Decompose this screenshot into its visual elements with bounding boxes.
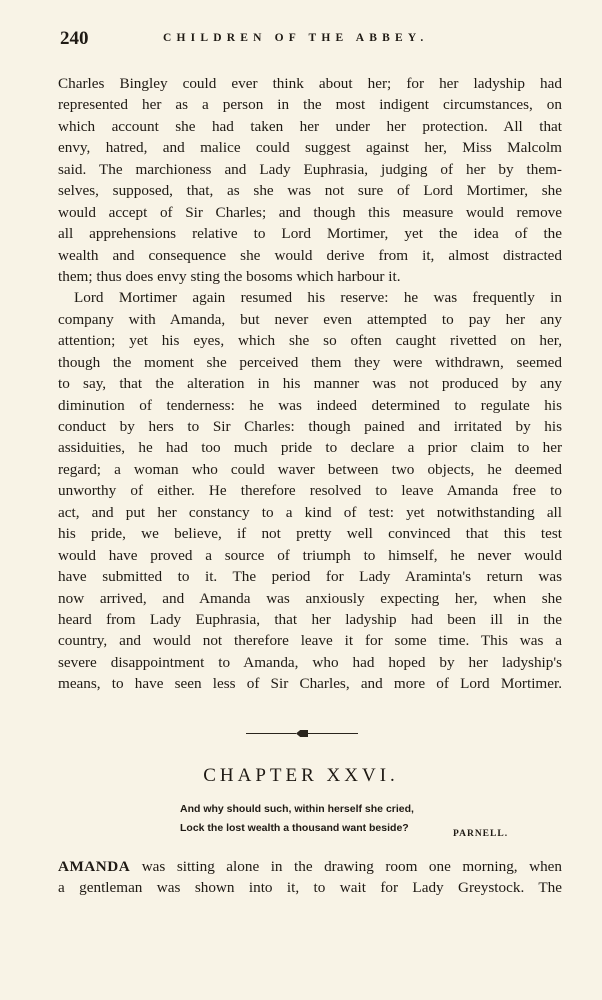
epigraph-line: Lock the lost wealth a thousand want beside?: [180, 822, 409, 834]
body-line: them; thus does envy sting the bosoms which harbour it.: [58, 267, 401, 285]
epigraph-line: And why should such, within herself she cried,: [180, 803, 414, 815]
body-line: said. The marchioness and Lady Euphrasia, judging of her by them-: [58, 160, 562, 178]
divider-line-right: [308, 733, 358, 734]
epigraph-source: PARNELL.: [453, 829, 509, 839]
divider-line-left: [246, 733, 296, 734]
running-head: [60, 28, 560, 52]
epigraph: [180, 800, 470, 838]
body-line: severe disappointment to Amanda, who had hoped by her ladyship's: [58, 653, 562, 671]
body-line: envy, hatred, and malice could suggest against her, Miss Malcolm: [58, 139, 562, 157]
divider-ornament: [296, 730, 308, 737]
body-line: conduct by hers to Sir Charles: though pained and irritated by his: [58, 418, 562, 435]
body-line: Lord Mortimer again resumed his reserve: he was frequently in: [74, 289, 562, 307]
body-line: company with Amanda, but never even attempted to pay her any: [58, 310, 562, 328]
body-line: all apprehensions relative to Lord Mortimer, yet the idea of the: [58, 225, 562, 243]
body-line: means, to have seen less of Sir Charles, and more of Lord Mortimer.: [58, 675, 562, 693]
body-line: unworthy of either. He therefore resolved to leave Amanda free to: [58, 482, 562, 500]
chapter-second-line: a gentleman was shown into it, to wait for Lady Greystock. The: [58, 879, 562, 897]
body-line: selves, supposed, that, as she was not sure of Lord Mortimer, she: [58, 182, 562, 200]
chapter-opening-text: [58, 856, 562, 899]
body-line: wealth and consequence she would derive from it, almost distracted: [58, 246, 562, 264]
body-text: [58, 73, 562, 695]
body-line: Charles Bingley could ever think about her; for her ladyship had: [58, 75, 562, 92]
body-line: his pride, we believe, if not pretty well convinced that this test: [58, 525, 562, 543]
chapter-opening-line: [58, 856, 562, 877]
opening-word: AMANDA: [58, 858, 131, 875]
body-line: diminution of tenderness: he was indeed determined to regulate his: [58, 396, 562, 414]
running-title: CHILDREN OF THE ABBEY.: [163, 32, 429, 44]
page-number: 240: [60, 28, 89, 49]
body-line: would accept of Sir Charles; and though this measure would remove: [58, 203, 562, 221]
body-line: heard from Lady Euphrasia, that her ladyship had been ill in the: [58, 610, 562, 628]
body-line: assiduities, he had too much pride to declare a prior claim to her: [58, 439, 562, 457]
chapter-heading: CHAPTER XXVI.: [203, 765, 399, 786]
body-line: regard; a woman who could waver between two objects, he deemed: [58, 460, 562, 478]
body-line: would have proved a source of triumph to himself, he never would: [58, 546, 562, 564]
body-line: represented her as a person in the most indigent circumstances, on: [58, 96, 562, 114]
section-divider: [246, 730, 358, 738]
opening-line-rest: was sitting alone in the drawing room one morning, when: [130, 858, 562, 875]
body-line: country, and would not therefore leave it for some time. This was a: [58, 632, 562, 650]
body-line: have submitted to it. The period for Lady Araminta's return was: [58, 568, 562, 586]
body-line: to say, that the alteration in his manner was not produced by any: [58, 375, 562, 393]
body-line: act, and put her constancy to a kind of test: yet notwithstanding all: [58, 503, 562, 521]
body-line: now arrived, and Amanda was anxiously expecting her, when she: [58, 589, 562, 607]
body-line: though the moment she perceived them they were withdrawn, seemed: [58, 353, 562, 371]
body-line: which account she had taken her under her protection. All that: [58, 117, 562, 135]
body-line: attention; yet his eyes, which she so often caught rivetted on her,: [58, 332, 562, 350]
